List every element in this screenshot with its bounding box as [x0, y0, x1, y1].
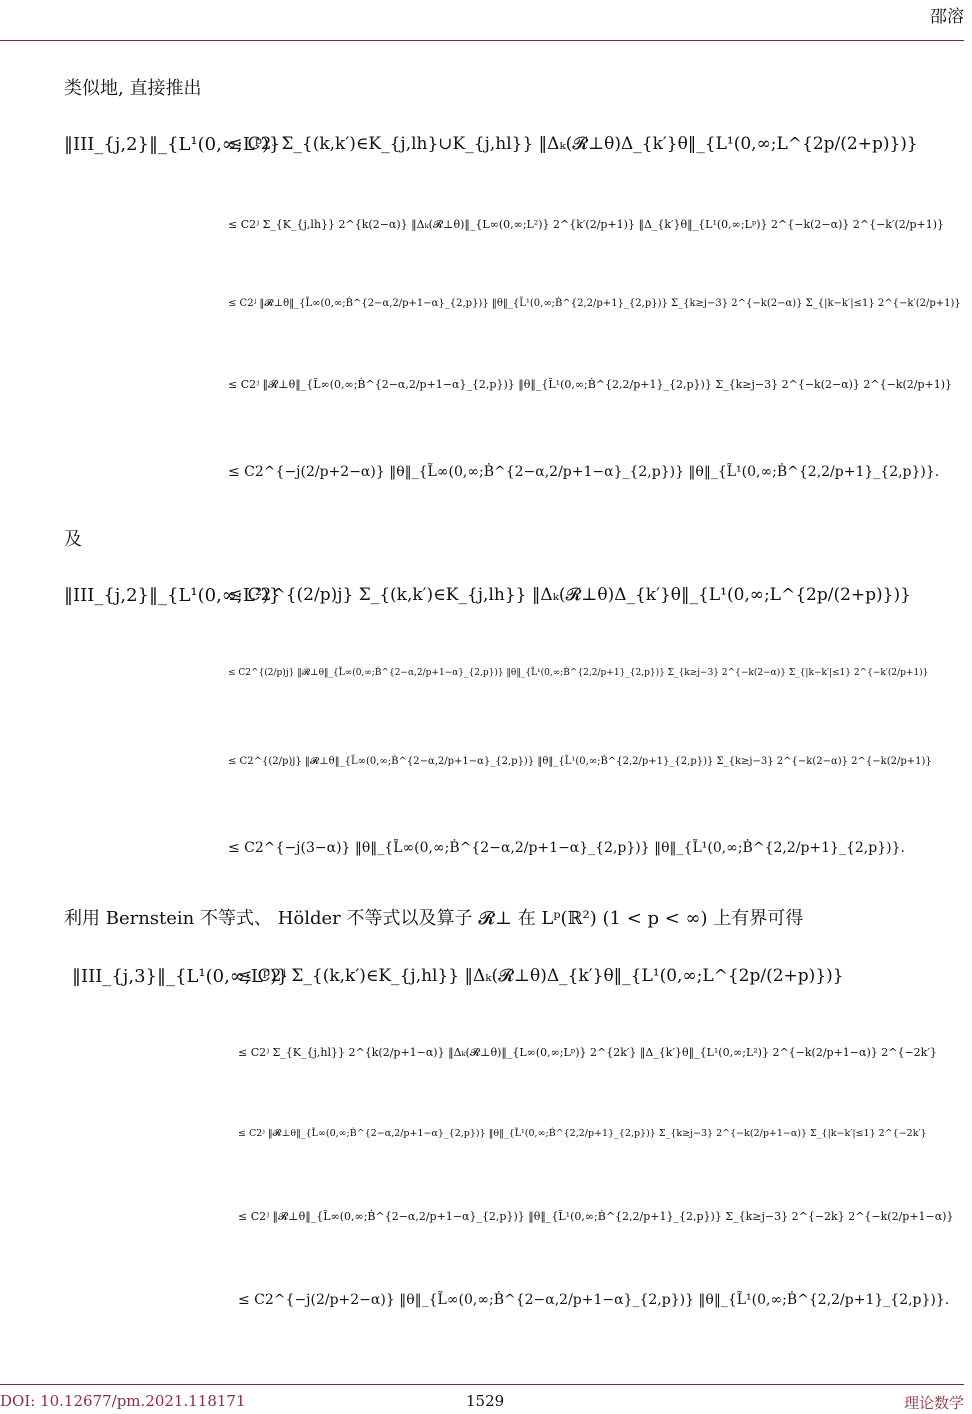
block2-line-2: ≤ C2^{(2/p)j} ‖𝓡⊥θ‖_{L̃∞(0,∞;Ḃ^{2−α,2/p+1−α}_{2,p})} ‖θ‖_{L̃¹(0,∞;Ḃ^{2,2/p+1}_{2,p})} Σ_{k≥j−3} 2^{−k(2−α)} Σ_{|k−k′|≤1} 2^{−k′(2/p+1)} [228, 668, 929, 678]
block3-line-2: ≤ C2ʲ Σ_{K_{j,hl}} 2^{k(2/p+1−α)} ‖Δₖ(𝓡⊥θ)‖_{L∞(0,∞;Lᵖ)} 2^{2k′} ‖Δ_{k′}θ‖_{L¹(0,∞;L²)} 2^{−k(2/p+1−α)} 2^{−2k′} [238, 1046, 937, 1059]
block1-line-2: ≤ C2ʲ Σ_{K_{j,lh}} 2^{k(2−α)} ‖Δₖ(𝓡⊥θ)‖_{L∞(0,∞;L²)} 2^{k′(2/p+1)} ‖Δ_{k′}θ‖_{L¹(0,∞;Lᵖ)} 2^{−k(2−α)} 2^{−k′(2/p+1)} [228, 218, 944, 231]
block2-lhs: ‖III_{j,2}‖_{L¹(0,∞;L²)} [64, 585, 281, 606]
block3-line-1: ≤ C2ʲ Σ_{(k,k′)∈K_{j,hl}} ‖Δₖ(𝓡⊥θ)Δ_{k′}θ‖_{L¹(0,∞;L^{2p/(2+p)})} [238, 966, 844, 986]
block3-line-5: ≤ C2^{−j(2/p+2−α)} ‖θ‖_{L̃∞(0,∞;Ḃ^{2−α,2/p+1−α}_{2,p})} ‖θ‖_{L̃¹(0,∞;Ḃ^{2,2/p+1}_{2,p})}. [238, 1292, 950, 1308]
footer-page-number: 1529 [466, 1392, 505, 1410]
block1-lhs: ‖III_{j,2}‖_{L¹(0,∞;Lᵖ)} [64, 134, 281, 155]
paragraph-bernstein: 利用 Bernstein 不等式、 Hölder 不等式以及算子 𝓡⊥ 在 Lᵖ(ℝ²) (1 < p < ∞) 上有界可得 [64, 908, 804, 929]
block1-line-4: ≤ C2ʲ ‖𝓡⊥θ‖_{L̃∞(0,∞;Ḃ^{2−α,2/p+1−α}_{2,p})} ‖θ‖_{L̃¹(0,∞;Ḃ^{2,2/p+1}_{2,p})} Σ_{k≥j−3} 2^{−k(2−α)} 2^{−k(2/p+1)} [228, 378, 953, 391]
block3-lhs: ‖III_{j,3}‖_{L¹(0,∞;Lᵖ)} [72, 966, 289, 987]
block1-line-1: ≤ C2ʲ Σ_{(k,k′)∈K_{j,lh}∪K_{j,hl}} ‖Δₖ(𝓡⊥θ)Δ_{k′}θ‖_{L¹(0,∞;L^{2p/(2+p)})} [228, 134, 918, 154]
paragraph-and: 及 [64, 529, 82, 550]
footer-doi-link[interactable]: DOI: 10.12677/pm.2021.118171 [0, 1392, 246, 1410]
block2-line-1: ≤ C2^{(2/p)j} Σ_{(k,k′)∈K_{j,lh}} ‖Δₖ(𝓡⊥θ)Δ_{k′}θ‖_{L¹(0,∞;L^{2p/(2+p)})} [228, 585, 911, 605]
block1-line-3: ≤ C2ʲ ‖𝓡⊥θ‖_{L̃∞(0,∞;Ḃ^{2−α,2/p+1−α}_{2,p})} ‖θ‖_{L̃¹(0,∞;Ḃ^{2,2/p+1}_{2,p})} Σ_{k≥j−3} 2^{−k(2−α)} Σ_{|k−k′|≤1} 2^{−k′(2/p+1)} [228, 298, 961, 309]
block2-line-4: ≤ C2^{−j(3−α)} ‖θ‖_{L̃∞(0,∞;Ḃ^{2−α,2/p+1−α}_{2,p})} ‖θ‖_{L̃¹(0,∞;Ḃ^{2,2/p+1}_{2,p})}. [228, 840, 905, 856]
header-author: 邵溶 [930, 7, 964, 27]
block1-line-5: ≤ C2^{−j(2/p+2−α)} ‖θ‖_{L̃∞(0,∞;Ḃ^{2−α,2/p+1−α}_{2,p})} ‖θ‖_{L̃¹(0,∞;Ḃ^{2,2/p+1}_{2,p})}. [228, 464, 940, 480]
block2-line-3: ≤ C2^{(2/p)j} ‖𝓡⊥θ‖_{L̃∞(0,∞;Ḃ^{2−α,2/p+1−α}_{2,p})} ‖θ‖_{L̃¹(0,∞;Ḃ^{2,2/p+1}_{2,p})} Σ_{k≥j−3} 2^{−k(2−α)} 2^{−k(2/p+1)} [228, 756, 932, 767]
header-rule [0, 40, 964, 41]
footer-journal-name: 理论数学 [903, 1394, 964, 1412]
footer-rule [0, 1384, 964, 1385]
block3-line-3: ≤ C2ʲ ‖𝓡⊥θ‖_{L̃∞(0,∞;Ḃ^{2−α,2/p+1−α}_{2,p})} ‖θ‖_{L̃¹(0,∞;Ḃ^{2,2/p+1}_{2,p})} Σ_{k≥j−3} 2^{−k(2/p+1−α)} Σ_{|k−k′|≤1} 2^{−2k′} [238, 1128, 927, 1139]
block3-line-4: ≤ C2ʲ ‖𝓡⊥θ‖_{L̃∞(0,∞;Ḃ^{2−α,2/p+1−α}_{2,p})} ‖θ‖_{L̃¹(0,∞;Ḃ^{2,2/p+1}_{2,p})} Σ_{k≥j−3} 2^{−2k} 2^{−k(2/p+1−α)} [238, 1210, 954, 1223]
paragraph-similarly: 类似地, 直接推出 [64, 78, 202, 99]
